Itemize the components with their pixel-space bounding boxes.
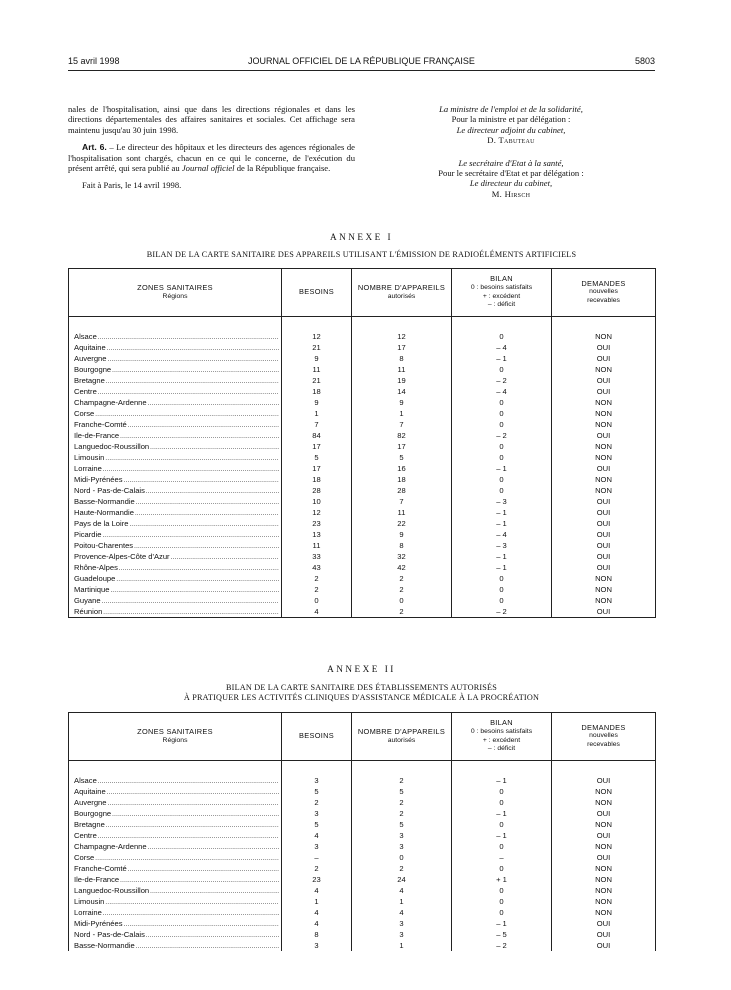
table-row [69, 863, 656, 874]
fait-a-paris: Fait à Paris, le 14 avril 1998. [82, 180, 182, 191]
bilan-cell: – 4 [452, 342, 552, 353]
nombre-cell: 5 [352, 452, 452, 463]
signature-name-2: M. Hirsch [491, 188, 531, 199]
table-row [69, 364, 656, 375]
nombre-cell: 1 [352, 896, 452, 907]
table-row [69, 896, 656, 907]
bilan-cell: – 1 [452, 463, 552, 474]
besoins-cell: 0 [282, 595, 352, 606]
nombre-cell: 1 [352, 940, 452, 951]
bilan-cell: – 1 [452, 353, 552, 364]
besoins-cell: 2 [282, 863, 352, 874]
annex-2-subtitle-1: BILAN DE LA CARTE SANITAIRE DES ÉTABLISSEMENTS AUTORISÉS [225, 683, 498, 692]
bilan-cell: – 1 [452, 551, 552, 562]
zone-cell: Languedoc-Roussillon ..... [69, 885, 282, 896]
demandes-cell: NON [552, 584, 656, 595]
demandes-cell: NON [552, 397, 656, 408]
besoins-cell: 3 [282, 808, 352, 819]
besoins-cell: 23 [282, 874, 352, 885]
zone-cell: Aquitaine ..... [69, 342, 282, 353]
demandes-cell: NON [552, 896, 656, 907]
nombre-cell: 7 [352, 419, 452, 430]
col-besoins: BESOINS [282, 269, 352, 317]
table-row [69, 353, 656, 364]
col-besoins: BESOINS [282, 713, 352, 761]
nombre-cell: 9 [352, 397, 452, 408]
bilan-cell: – [452, 852, 552, 863]
demandes-cell: NON [552, 419, 656, 430]
zone-cell: Aquitaine ..... [69, 786, 282, 797]
table-row [69, 573, 656, 584]
bilan-cell: 0 [452, 573, 552, 584]
zone-cell: Champagne-Ardenne ..... [69, 841, 282, 852]
table-row [69, 375, 656, 386]
zone-cell: Réunion ..... [69, 606, 282, 618]
demandes-cell: NON [552, 595, 656, 606]
zone-cell: Centre ..... [69, 386, 282, 397]
col-demandes: DEMANDES nouvelles recevables [552, 713, 656, 761]
bilan-cell: 0 [452, 584, 552, 595]
besoins-cell: 8 [282, 929, 352, 940]
table-row [69, 518, 656, 529]
demandes-cell: NON [552, 364, 656, 375]
zone-cell: Centre ..... [69, 830, 282, 841]
besoins-cell: 11 [282, 364, 352, 375]
nombre-cell: 3 [352, 918, 452, 929]
demandes-cell: NON [552, 863, 656, 874]
nombre-cell: 1 [352, 408, 452, 419]
article-text-end: de la République française. [234, 163, 331, 174]
besoins-cell: 28 [282, 485, 352, 496]
col-bilan: BILAN 0 : besoins satisfaits + : excédent – : déficit [452, 713, 552, 761]
nombre-cell: 3 [352, 841, 452, 852]
table-row [69, 463, 656, 474]
demandes-cell: NON [552, 573, 656, 584]
header-page-number: 5803 [634, 56, 655, 66]
bilan-cell: 0 [452, 419, 552, 430]
bilan-cell: 0 [452, 452, 552, 463]
demandes-cell: OUI [552, 830, 656, 841]
besoins-cell: 3 [282, 940, 352, 951]
nombre-cell: 8 [352, 353, 452, 364]
nombre-cell: 3 [352, 929, 452, 940]
demandes-cell: OUI [552, 775, 656, 786]
table-row [69, 606, 656, 618]
nombre-cell: 7 [352, 496, 452, 507]
demandes-cell: NON [552, 786, 656, 797]
nombre-cell: 5 [352, 819, 452, 830]
demandes-cell: OUI [552, 540, 656, 551]
table-row [69, 918, 656, 929]
besoins-cell: 1 [282, 408, 352, 419]
zone-cell: Corse ..... [69, 408, 282, 419]
signature-delegation-1: Pour la ministre et par délégation : [451, 114, 571, 125]
bilan-cell: 0 [452, 885, 552, 896]
bilan-cell: – 1 [452, 507, 552, 518]
besoins-cell: 5 [282, 819, 352, 830]
zone-cell: Lorraine ..... [69, 907, 282, 918]
table-row [69, 529, 656, 540]
besoins-cell: 7 [282, 419, 352, 430]
besoins-cell: 12 [282, 331, 352, 342]
bilan-cell: – 3 [452, 540, 552, 551]
demandes-cell: NON [552, 797, 656, 808]
table-row [69, 595, 656, 606]
bilan-cell: 0 [452, 896, 552, 907]
demandes-cell: OUI [552, 463, 656, 474]
besoins-cell: 4 [282, 606, 352, 618]
demandes-cell: OUI [552, 518, 656, 529]
nombre-cell: 14 [352, 386, 452, 397]
table-row [69, 797, 656, 808]
demandes-cell: OUI [552, 496, 656, 507]
nombre-cell: 2 [352, 775, 452, 786]
zone-cell: Martinique ..... [69, 584, 282, 595]
annex-2-table [68, 712, 656, 951]
besoins-cell: 33 [282, 551, 352, 562]
demandes-cell: OUI [552, 808, 656, 819]
besoins-cell: 17 [282, 463, 352, 474]
besoins-cell: 5 [282, 452, 352, 463]
table-row [69, 507, 656, 518]
signature-name-1: D. Tabuteau [487, 135, 535, 146]
bilan-cell: – 4 [452, 386, 552, 397]
table-row [69, 819, 656, 830]
zone-cell: Basse-Normandie ..... [69, 496, 282, 507]
bilan-cell: 0 [452, 474, 552, 485]
demandes-cell: OUI [552, 386, 656, 397]
annex-1-subtitle: BILAN DE LA CARTE SANITAIRE DES APPAREILS UTILISANT L'ÉMISSION DE RADIOÉLÉMENTS ARTIFICIELS [146, 250, 577, 259]
nombre-cell: 19 [352, 375, 452, 386]
journal-officiel-italic: Journal officiel [181, 163, 235, 174]
table-row [69, 485, 656, 496]
nombre-cell: 3 [352, 830, 452, 841]
bilan-cell: – 1 [452, 518, 552, 529]
bilan-cell: 0 [452, 397, 552, 408]
zone-cell: Champagne-Ardenne ..... [69, 397, 282, 408]
bilan-cell: 0 [452, 595, 552, 606]
article-label: Art. 6. [82, 142, 107, 153]
demandes-cell: NON [552, 485, 656, 496]
col-nombre: NOMBRE D'APPAREILS autorisés [352, 269, 452, 317]
annex-1-title: ANNEXE I [329, 232, 394, 242]
demandes-cell: NON [552, 841, 656, 852]
nombre-cell: 17 [352, 441, 452, 452]
nombre-cell: 2 [352, 606, 452, 618]
col-demandes: DEMANDES nouvelles recevables [552, 269, 656, 317]
col-bilan: BILAN 0 : besoins satisfaits + : excédent – : déficit [452, 269, 552, 317]
bilan-cell: + 1 [452, 874, 552, 885]
bilan-cell: – 2 [452, 430, 552, 441]
besoins-cell: 9 [282, 353, 352, 364]
table-row [69, 786, 656, 797]
nombre-cell: 18 [352, 474, 452, 485]
zone-cell: Alsace ..... [69, 331, 282, 342]
besoins-cell: 2 [282, 797, 352, 808]
table-row [69, 940, 656, 951]
besoins-cell: 21 [282, 375, 352, 386]
bilan-cell: 0 [452, 907, 552, 918]
demandes-cell: NON [552, 452, 656, 463]
zone-cell: Midi-Pyrénées ..... [69, 918, 282, 929]
zone-cell: Corse ..... [69, 852, 282, 863]
demandes-cell: NON [552, 331, 656, 342]
bilan-cell: 0 [452, 364, 552, 375]
besoins-cell: 18 [282, 386, 352, 397]
bilan-cell: 0 [452, 408, 552, 419]
left-column-text [68, 104, 355, 198]
bilan-cell: – 5 [452, 929, 552, 940]
nombre-cell: 2 [352, 797, 452, 808]
zone-cell: Picardie ..... [69, 529, 282, 540]
annex-1-table [68, 268, 656, 618]
table-row [69, 929, 656, 940]
table-row [69, 408, 656, 419]
demandes-cell: OUI [552, 353, 656, 364]
besoins-cell: 4 [282, 918, 352, 929]
demandes-cell: OUI [552, 918, 656, 929]
zone-cell: Nord - Pas-de-Calais ..... [69, 929, 282, 940]
demandes-cell: OUI [552, 375, 656, 386]
table-row [69, 419, 656, 430]
zone-cell: Limousin ..... [69, 452, 282, 463]
table-row [69, 430, 656, 441]
besoins-cell: 1 [282, 896, 352, 907]
nombre-cell: 2 [352, 573, 452, 584]
besoins-cell: 4 [282, 830, 352, 841]
zone-cell: Languedoc-Roussillon ..... [69, 441, 282, 452]
zone-cell: Bretagne ..... [69, 375, 282, 386]
nombre-cell: 11 [352, 507, 452, 518]
bilan-cell: 0 [452, 797, 552, 808]
nombre-cell: 16 [352, 463, 452, 474]
bilan-cell: 0 [452, 819, 552, 830]
zone-cell: Provence-Alpes-Côte d'Azur ..... [69, 551, 282, 562]
header-journal-title: JOURNAL OFFICIEL DE LA RÉPUBLIQUE FRANÇAISE [248, 56, 475, 66]
bilan-cell: – 4 [452, 529, 552, 540]
table-row [69, 885, 656, 896]
demandes-cell: OUI [552, 342, 656, 353]
table-row [69, 474, 656, 485]
nombre-cell: 22 [352, 518, 452, 529]
col-zones: ZONES SANITAIRES Régions [69, 269, 282, 317]
demandes-cell: OUI [552, 606, 656, 618]
nombre-cell: 17 [352, 342, 452, 353]
besoins-cell: 3 [282, 775, 352, 786]
demandes-cell: OUI [552, 529, 656, 540]
zone-cell: Midi-Pyrénées ..... [69, 474, 282, 485]
nombre-cell: 12 [352, 331, 452, 342]
table-row [69, 808, 656, 819]
besoins-cell: – [282, 852, 352, 863]
table-row [69, 841, 656, 852]
nombre-cell: 2 [352, 584, 452, 595]
demandes-cell: OUI [552, 551, 656, 562]
zone-cell: Ile-de-France ..... [69, 430, 282, 441]
table-row [69, 496, 656, 507]
besoins-cell: 18 [282, 474, 352, 485]
bilan-cell: – 2 [452, 940, 552, 951]
bilan-cell: 0 [452, 841, 552, 852]
paragraph-affichage: nales de l'hospitalisation, ainsi que dans les directions régionales et dans les directions départementales des affaires sanitaires et sociales. Cet affichage sera maintenu jusqu'au 30 juin 1998. [68, 104, 355, 135]
zone-cell: Poitou-Charentes ..... [69, 540, 282, 551]
header-date: 15 avril 1998 [68, 56, 120, 66]
bilan-cell: – 1 [452, 808, 552, 819]
zone-cell: Rhône-Alpes ..... [69, 562, 282, 573]
zone-cell: Bretagne ..... [69, 819, 282, 830]
annex-2-title: ANNEXE II [327, 664, 396, 674]
besoins-cell: 13 [282, 529, 352, 540]
table-row [69, 852, 656, 863]
bilan-cell: – 1 [452, 830, 552, 841]
bilan-cell: – 1 [452, 775, 552, 786]
zone-cell: Nord - Pas-de-Calais ..... [69, 485, 282, 496]
besoins-cell: 10 [282, 496, 352, 507]
bilan-cell: 0 [452, 863, 552, 874]
signature-secretary: Le secrétaire d'Etat à la santé, [458, 157, 564, 168]
zone-cell: Haute-Normandie ..... [69, 507, 282, 518]
nombre-cell: 11 [352, 364, 452, 375]
besoins-cell: 4 [282, 907, 352, 918]
zone-cell: Guyane ..... [69, 595, 282, 606]
zone-cell: Alsace ..... [69, 775, 282, 786]
besoins-cell: 84 [282, 430, 352, 441]
bilan-cell: – 3 [452, 496, 552, 507]
demandes-cell: OUI [552, 940, 656, 951]
table-row [69, 452, 656, 463]
signature-role-2: Le directeur du cabinet, [469, 178, 553, 189]
table-row [69, 775, 656, 786]
bilan-cell: – 2 [452, 375, 552, 386]
zone-cell: Basse-Normandie ..... [69, 940, 282, 951]
table-row [69, 331, 656, 342]
zone-cell: Pays de la Loire ..... [69, 518, 282, 529]
table-row [69, 386, 656, 397]
besoins-cell: 3 [282, 841, 352, 852]
bilan-cell: – 2 [452, 606, 552, 618]
article-text: – Le directeur des hôpitaux et les directeurs des agences régionales de l'hospitalisation sont chargés, chacun en ce qui le concerne, de l'exécution du présent arrêté, qui sera publié au [68, 142, 355, 174]
table-row [69, 907, 656, 918]
demandes-cell: NON [552, 819, 656, 830]
demandes-cell: OUI [552, 507, 656, 518]
besoins-cell: 12 [282, 507, 352, 518]
table-row [69, 874, 656, 885]
demandes-cell: OUI [552, 562, 656, 573]
table-row [69, 830, 656, 841]
demandes-cell: NON [552, 474, 656, 485]
nombre-cell: 28 [352, 485, 452, 496]
table-row [69, 441, 656, 452]
bilan-cell: 0 [452, 485, 552, 496]
zone-cell: Bourgogne ..... [69, 364, 282, 375]
nombre-cell: 0 [352, 595, 452, 606]
paragraph-article-6 [68, 142, 355, 173]
demandes-cell: NON [552, 885, 656, 896]
demandes-cell: NON [552, 441, 656, 452]
besoins-cell: 11 [282, 540, 352, 551]
demandes-cell: NON [552, 874, 656, 885]
nombre-cell: 8 [352, 540, 452, 551]
nombre-cell: 4 [352, 885, 452, 896]
nombre-cell: 5 [352, 786, 452, 797]
besoins-cell: 5 [282, 786, 352, 797]
nombre-cell: 2 [352, 863, 452, 874]
table-row [69, 562, 656, 573]
demandes-cell: NON [552, 907, 656, 918]
zone-cell: Auvergne ..... [69, 353, 282, 364]
table-row [69, 540, 656, 551]
bilan-cell: 0 [452, 331, 552, 342]
besoins-cell: 4 [282, 885, 352, 896]
zone-cell: Guadeloupe ..... [69, 573, 282, 584]
nombre-cell: 24 [352, 874, 452, 885]
demandes-cell: NON [552, 408, 656, 419]
nombre-cell: 82 [352, 430, 452, 441]
bilan-cell: – 1 [452, 918, 552, 929]
zone-cell: Lorraine ..... [69, 463, 282, 474]
bilan-cell: 0 [452, 786, 552, 797]
zone-cell: Ile-de-France ..... [69, 874, 282, 885]
col-zones: ZONES SANITAIRES Régions [69, 713, 282, 761]
table-row [69, 584, 656, 595]
table-row [69, 342, 656, 353]
besoins-cell: 2 [282, 573, 352, 584]
nombre-cell: 32 [352, 551, 452, 562]
besoins-cell: 17 [282, 441, 352, 452]
table-row [69, 397, 656, 408]
demandes-cell: OUI [552, 929, 656, 940]
besoins-cell: 43 [282, 562, 352, 573]
zone-cell: Franche-Comté ..... [69, 863, 282, 874]
demandes-cell: OUI [552, 852, 656, 863]
besoins-cell: 2 [282, 584, 352, 595]
col-nombre: NOMBRE D'APPAREILS autorisés [352, 713, 452, 761]
besoins-cell: 23 [282, 518, 352, 529]
signature-block [366, 104, 656, 199]
nombre-cell: 42 [352, 562, 452, 573]
header-rule [68, 70, 655, 71]
nombre-cell: 2 [352, 808, 452, 819]
table-row [69, 551, 656, 562]
nombre-cell: 9 [352, 529, 452, 540]
besoins-cell: 21 [282, 342, 352, 353]
signature-delegation-2: Pour le secrétaire d'Etat et par délégation : [438, 168, 584, 179]
nombre-cell: 0 [352, 852, 452, 863]
annex-2-subtitle-2: À PRATIQUER LES ACTIVITÉS CLINIQUES D'ASSISTANCE MÉDICALE À LA PROCRÉATION [183, 693, 540, 702]
zone-cell: Limousin ..... [69, 896, 282, 907]
signature-role-1: Le directeur adjoint du cabinet, [456, 124, 566, 135]
zone-cell: Franche-Comté ..... [69, 419, 282, 430]
zone-cell: Bourgogne ..... [69, 808, 282, 819]
page-header [68, 56, 655, 70]
bilan-cell: – 1 [452, 562, 552, 573]
besoins-cell: 9 [282, 397, 352, 408]
bilan-cell: 0 [452, 441, 552, 452]
demandes-cell: OUI [552, 430, 656, 441]
zone-cell: Auvergne ..... [69, 797, 282, 808]
nombre-cell: 4 [352, 907, 452, 918]
signature-minister: La ministre de l'emploi et de la solidarité, [439, 104, 583, 114]
